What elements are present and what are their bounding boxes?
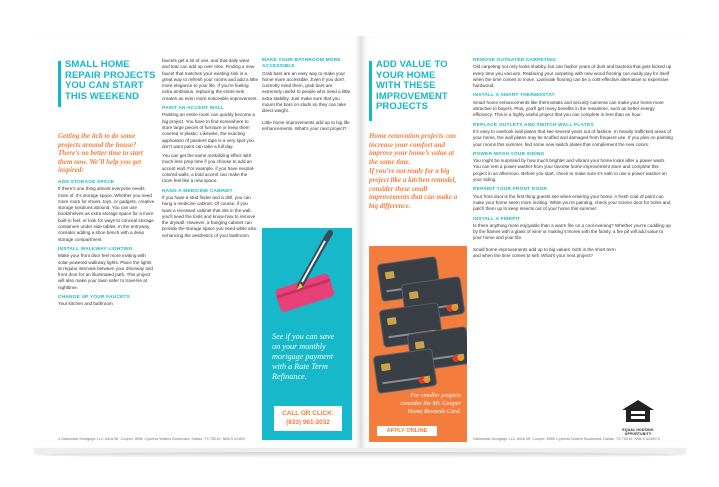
section-heading: POWER-WASH YOUR SIDING — [473, 151, 545, 157]
page-footer: Nationstar Mortgage LLC d/b/a Mr. Cooper, 8950 Cypress Waters Boulevard, Dallas, TX 75019, NMLS #2469 5 — [473, 437, 660, 441]
left-column-3 — [262, 58, 352, 135]
rewards-card-promo — [369, 246, 467, 442]
refinance-promo — [262, 228, 352, 440]
left-intro: Getting the itch to do some projects around the house? There’s no better time to start them now. We’ll help you get inspired: — [58, 132, 143, 175]
section-heading: INSTALL A FIREPIT — [473, 216, 521, 222]
title-accent-bar — [369, 61, 372, 121]
section-text: You might be surprised by how much brighter and vibrant your home looks after a power wash. You can rent a power washer from your favorite home improvement store and complete this project in an afternoon. Before you start, check to make sure it’s safe to use a power washer on your siding. — [473, 158, 667, 183]
section-text: Old carpeting not only looks shabby, but can harbor years of dust and bacteria that gets kicked up every time you vacuum. Replacing your carpeting with new wood flooring can easily pay for itself when the time comes to move. Laminate flooring can be a cost-effective alternative to expensive hardwood. — [473, 64, 672, 89]
equal-housing-logo — [617, 399, 659, 436]
right-page — [361, 36, 686, 448]
section-heading: INSTALL WALKWAY LIGHTING — [58, 246, 133, 252]
section-heading: CHANGE UP YOUR FAUCETS — [58, 295, 130, 301]
house-icon — [621, 399, 655, 423]
section-text: Make your front door feel more inviting with solar-powered walkway lights. Place the lights at regular intervals between your driveway and front door for an illuminated path. This project will also make your lawn safer to traverse at nighttime. — [58, 253, 153, 290]
right-column — [473, 58, 673, 262]
refinance-promo-text: See if you can save on your monthly mortgage payment with a Rate Term Refinance. — [272, 332, 335, 381]
left-column-2 — [162, 58, 258, 242]
section-text: If there’s one thing almost everyone needs more of, it’s storage space. Whether you need more room for shoes, toys, or gadgets, creative storage solutions abound. You can use bookshelves as extra storage space for a more built-in feel, or look for ways to conceal storage containers under side tables. In the entryway, consider adding a shoe bench with a deep storage compartment. — [58, 186, 155, 242]
section-heading: MAKE YOUR BATHROOM MORE ACCESSIBLE — [262, 58, 341, 70]
left-page-title: SMALL HOME REPAIR PROJECTS YOU CAN START THIS WEEKEND — [65, 59, 156, 102]
equal-housing-text: EQUAL HOUSING OPPORTUNITY — [622, 428, 654, 436]
section-heading: ADD STORAGE SPACE — [58, 179, 115, 185]
section-text: It’s easy to overlook wall plates that see several years out of fashion. In heavily trafficked areas of your home, the wall plates may be scuffed and damaged from frequent use. If you plan on painting your rooms this summer, find some new switch plates that complement the new colors. — [473, 128, 673, 147]
section-heading: REMOVE OUTDATED CARPETING — [473, 58, 556, 63]
section-text: If you have a stud finder and a drill, you can hang a medicine cabinet. Of course, if you want a recessed cabinet that sits in the wall, you’ll need the tools and know-how to remove the drywall. However, a hanging cabinet can provide the storage space you need while also enhancing the aesthetics of your bathroom. — [162, 194, 257, 238]
section-text: Small home improvements add up to big values, both in the short term and when the time comes to sell. What’s your next project? — [473, 246, 616, 259]
title-accent-bar — [58, 61, 61, 107]
section — [58, 247, 156, 291]
section-heading: REPAINT YOUR FRONT DOOR — [473, 187, 547, 193]
spread-shadow — [36, 452, 684, 458]
section-heading: PAINT AN ACCENT WALL — [162, 106, 225, 112]
section-text: Your front door is the first thing guests see when entering your home. A fresh coat of paint can make your home seem more inviting. While you’re painting, check your screen door for holes and patch them up to keep insects out of your home this summer. — [473, 193, 671, 212]
section-heading: HANG A MEDICINE CABINET — [162, 188, 233, 194]
section-heading: REPLACE OUTLETS AND SWITCH WALL PLATES — [473, 122, 594, 128]
phone-number[interactable]: (833) 981-2032 — [286, 418, 330, 426]
section-text: faucets get a lot of use, and that daily wear and tear can add up over time. Finding a new faucet that matches your existing sink is a great way to refresh your rooms and add a little more elegance to your life. If you’re feeling extra ambitious, replacing the entire sink creates an even more noticeable improvement. — [162, 58, 259, 101]
section — [58, 180, 156, 243]
credit-card-pen-illustration — [262, 228, 352, 318]
section-heading: INSTALL A SMART THERMOSTAT — [473, 93, 555, 99]
section-text: Grab bars are an easy way to make your home more accessible. Even if you don’t currently need them, grab bars are extremely useful to people who need a little extra stability. Just make sure that you mount the bars on studs so they can take direct weight. — [262, 70, 351, 114]
left-page — [34, 36, 361, 448]
credit-card-image — [373, 348, 438, 394]
section-text: Painting an entire room can quickly become a big project. You have to find somewhere to store large pieces of furniture or keep them covered in plastic. Likewise, the exacting application of painters tape is a very spot you don’t want paint can take a full day. — [162, 112, 255, 149]
apply-online-button[interactable]: APPLY ONLINE — [377, 426, 437, 436]
right-intro-block — [369, 132, 461, 210]
left-column-1 — [58, 132, 156, 311]
section-text: You can get the same revitalizing effect with much less prep time if you choose to add an accent wall. For example, if you have neutral-colored walls, a bold accent can make the room feel like a new space. — [162, 153, 255, 184]
cta-label: CALL OR CLICK: — [282, 410, 334, 417]
section-text: Is there anything more enjoyable than a warm fire on a cool evening? Whether you’re cuddling up by the flames with a glass of wine or making s’mores with the family, a fire pit will add value to your home and your life. — [473, 222, 671, 241]
right-intro-1: Home renovation projects can increase your comfort and improve your home’s value at the same time. — [369, 132, 456, 166]
right-page-title: ADD VALUE TO YOUR HOME WITH THESE IMPROVEMENT PROJECTS — [376, 59, 448, 112]
call-or-click-button[interactable] — [274, 406, 342, 431]
page-footer: 4 Nationstar Mortgage LLC d/b/a Mr. Cooper, 8950 Cypress Waters Boulevard, Dallas, TX 75019, NMLS #2469 — [58, 437, 245, 441]
section — [58, 295, 156, 308]
magazine-spread — [34, 36, 686, 454]
section-text: Smart home enhancements like thermostats and security cameras can make your home more attractive to buyers. Plus, you’ll get many benefits in the meantime, such as better energy efficiency. This is a highly useful project that you can complete in less than an hour. — [473, 99, 664, 118]
section-text: Your kitchen and bathroom — [58, 301, 113, 307]
rewards-card-text: For smaller projects consider the Mr. Cooper Home Rewards Card. — [400, 392, 461, 415]
right-intro-2: If you’re not ready for a big project like a kitchen remodel, consider these small improvements that can make a big difference. — [369, 167, 458, 210]
section-text: Little home improvements add up to big life enhancements. What’s your next project? — [262, 119, 350, 131]
